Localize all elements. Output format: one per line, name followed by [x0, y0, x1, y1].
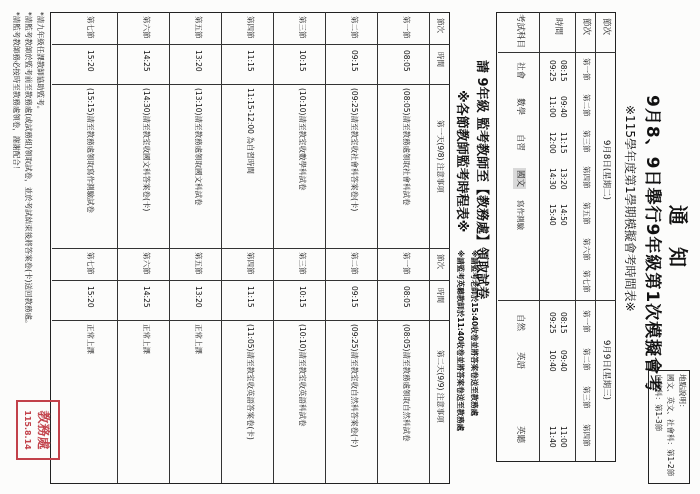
day2-subject-3: 英聽	[515, 426, 525, 444]
day1-time-1: 08:15 09:25	[548, 60, 568, 82]
day2-subject-2: 英語	[515, 352, 525, 370]
day2-time-1: 08:15 09:25	[548, 312, 568, 334]
d1-row6-time: 14:25	[142, 50, 151, 72]
d1-row1-note: (08:05)請至教務處領取社會科試卷	[402, 88, 411, 206]
d1-row6-note: (14:30)請至教室收國文科答案卷(卡)	[142, 88, 151, 212]
d2-row7-note: 正常上課	[86, 324, 95, 354]
day1-subject-5: 寫作測驗	[516, 200, 525, 230]
office-stamp	[16, 400, 60, 460]
side-note-2: ※請監考英聽教師於11:40收卷並將答案卷送至教務處	[456, 250, 465, 432]
d1-row2-note: (09:25)請至教室收社會科答案卷(卡)	[350, 88, 359, 212]
footer-note-3: *請監考教師務必按時至教務處領卷，謝謝配合！	[12, 12, 21, 174]
day1-period-5: 第五節	[582, 202, 591, 225]
d2-row1-note: (08:05)請至教務處領取自然科試卷	[402, 324, 411, 442]
day2-period-1: 第一節	[582, 310, 591, 333]
side-note-1: ※請監考老師於15:40收卷並將答案卷送至教務處	[470, 250, 479, 417]
d2-row6-time: 14:25	[142, 286, 151, 308]
d2-row2-note: (09:25)請至教室收自然科答案卷(卡)	[350, 324, 359, 448]
section-title: 請 9年級 監考教師至【教務處】領取試卷	[474, 60, 489, 300]
d2-row3-period: 第三節	[298, 252, 307, 275]
d2-row7-time: 15:20	[86, 286, 95, 308]
notice-title: 通 知	[666, 205, 690, 268]
d1-row5-period: 第五節	[194, 16, 203, 39]
day1-subject-4: 國文	[515, 170, 525, 188]
th-time-2: 時間	[436, 288, 445, 303]
day1-period-3: 第三節	[582, 130, 591, 153]
day1-time-2: 09:40 11:00	[548, 96, 568, 118]
d1-row7-note: (15:15)請至教務處領取寫作測驗試卷	[86, 88, 95, 213]
day1-subject-3: 自習	[515, 134, 525, 152]
section-subtitle: ※各節教師監考時程表※	[454, 90, 469, 233]
d2-row4-time: 11:15	[246, 286, 255, 308]
th-note-1: 第一天(9/8) 注意事項	[436, 120, 445, 193]
day1-period-2: 第二節	[582, 94, 591, 117]
d2-row1-period: 第一節	[402, 252, 411, 275]
day1-period-4: 第四節	[582, 166, 591, 189]
d1-row1-period: 第一節	[402, 16, 411, 39]
d1-row5-time: 13:20	[194, 50, 203, 72]
label-subject: 考試科目	[515, 14, 525, 49]
label-time: 時間	[553, 18, 563, 36]
d2-row4-period: 第四節	[246, 252, 255, 275]
remark-line-3: 自然科：第1-3節	[654, 374, 663, 432]
footer-note-1: *請九年級任課教師協助監考。	[36, 12, 45, 114]
day1-subject-1: 社會	[515, 62, 525, 80]
day2-time-3: 11:00 11:40	[548, 426, 568, 448]
th-period-1: 節次	[436, 18, 445, 33]
day1-period-1: 第一節	[582, 58, 591, 81]
d2-row6-period: 第六節	[142, 252, 151, 275]
stamp-label: 教務處	[35, 410, 50, 450]
stamp-date: 115.8.14	[23, 410, 32, 450]
d1-row4-period: 第四節	[246, 16, 255, 39]
d2-row6-note: 正常上課	[142, 324, 151, 354]
d2-row2-period: 第二節	[350, 252, 359, 275]
th-time-1: 時間	[436, 52, 445, 67]
th-period-2: 節次	[436, 254, 445, 269]
d1-row4-time: 11:15	[246, 50, 255, 72]
day2-header: 9月9日(星期三)	[601, 340, 611, 400]
label-period: 節次	[581, 18, 591, 36]
day1-header: 9月8日(星期二)	[601, 140, 611, 200]
d2-row7-period: 第七節	[86, 252, 95, 275]
d2-row3-note: (10:10)請至教室收英語科試卷	[298, 324, 307, 427]
day2-subject-1: 自然	[515, 314, 525, 332]
label-date: 節次	[601, 18, 611, 36]
day2-period-3: 第三節	[582, 386, 591, 409]
day1-time-4: 14:50 15:40	[548, 204, 568, 226]
day1-period-7: 第七節	[582, 270, 591, 293]
d2-row4-note: (11:05)請至教室收英語答案卷(卡)	[246, 324, 255, 440]
d1-row7-period: 第七節	[86, 16, 95, 39]
d2-row5-note: 正常上課	[194, 324, 203, 354]
day2-time-2: 09:40 10:40	[548, 350, 568, 372]
day1-period-6: 第六節	[582, 238, 591, 261]
day1-time-3: 13:20 14:30	[548, 168, 568, 190]
day1-time-self: 11:15 12:00	[548, 132, 568, 154]
d1-row5-note: (13:10)請至教務處領取國文科試卷	[194, 88, 203, 206]
d1-row7-time: 15:20	[86, 50, 95, 72]
sub-title: ※115學年度第1學期模擬會考時間表※	[623, 105, 637, 312]
day2-period-2: 第二節	[582, 348, 591, 371]
main-title: 9月8、9日舉行9年級第1次模擬會考	[642, 95, 662, 394]
d2-row2-time: 09:15	[350, 286, 359, 308]
d1-row2-time: 09:15	[350, 50, 359, 72]
d1-row1-time: 08:05	[402, 50, 411, 72]
d2-row3-time: 10:15	[298, 286, 307, 308]
day1-subject-2: 數學	[515, 98, 525, 116]
d2-row5-time: 13:20	[194, 286, 203, 308]
d1-row3-note: (10:10)請至教室收數學科試卷	[298, 88, 307, 191]
day2-period-4: 第四節	[582, 424, 591, 447]
remark-line-1: 地點說明：	[678, 374, 687, 412]
d2-row1-time: 08:05	[402, 286, 411, 308]
d2-row5-period: 第五節	[194, 252, 203, 275]
footer-note-2: *請監考教師於監考前至教務處(或試務組)領取試卷，並於考試結束後將答案卷(卡)送回教務處。	[24, 12, 33, 328]
d1-row3-period: 第三節	[298, 16, 307, 39]
remark-line-2: 國文、英文、社會科：第1-2節	[666, 374, 675, 477]
d1-row3-time: 10:15	[298, 50, 307, 72]
d1-row2-period: 第二節	[350, 16, 359, 39]
d1-row4-note: 11:15-12:00 為自習時間	[246, 88, 255, 174]
th-note-2: 第二天(9/9) 注意事項	[436, 350, 445, 423]
d1-row6-period: 第六節	[142, 16, 151, 39]
